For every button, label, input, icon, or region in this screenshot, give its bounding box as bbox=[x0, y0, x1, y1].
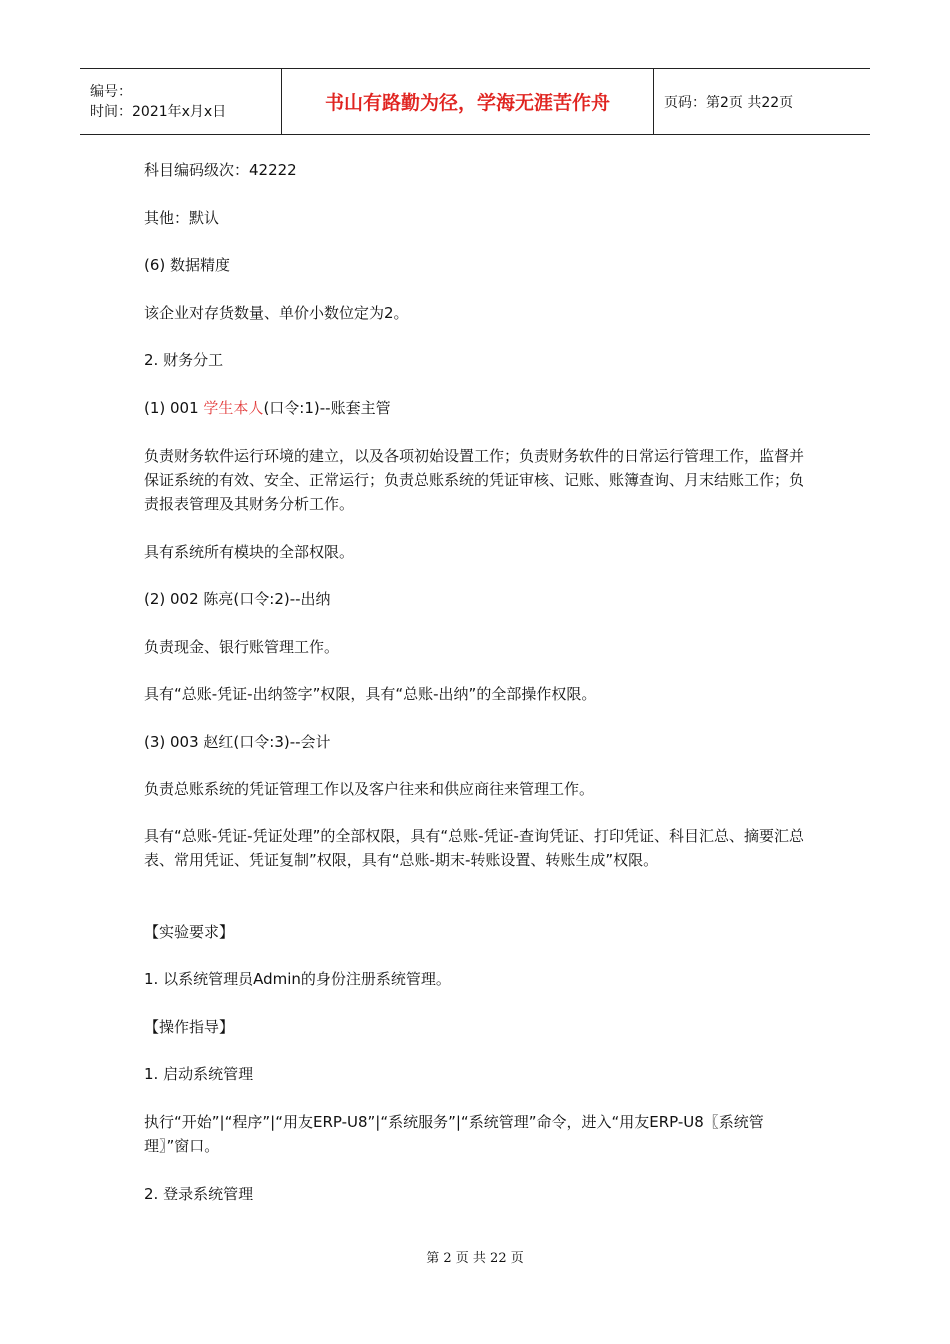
paragraph-step-1-detail: 执行“开始”|“程序”|“用友ERP-U8”|“系统服务”|“系统管理”命令，进入“用友ERP-U8〖系统管理〗”窗口。 bbox=[144, 1113, 764, 1155]
header-motto: 书山有路勤为径，学海无涯苦作舟 bbox=[281, 69, 654, 134]
header-page-info: 页码：第2页 共22页 bbox=[664, 94, 794, 111]
paragraph-role-002-permissions: 具有“总账-凭证-出纳签字”权限，具有“总账-出纳”的全部操作权限。 bbox=[144, 685, 597, 703]
heading-operation-guide: 【操作指导】 bbox=[144, 1018, 235, 1036]
heading-finance-division: 2. 财务分工 bbox=[144, 351, 224, 369]
role-001-number: (1) 001 bbox=[144, 399, 204, 417]
paragraph-step-1-heading: 1. 启动系统管理 bbox=[144, 1065, 254, 1083]
paragraph-role-001-duties: 负责财务软件运行环境的建立，以及各项初始设置工作；负责财务软件的日常运行管理工作，监督并保证系统的有效、安全、正常运行；负责总账系统的凭证审核、记账、账簿查询、月末结账工作；负责报表管理及其财务分析工作。 bbox=[144, 447, 805, 513]
paragraph-other-default: 其他：默认 bbox=[144, 209, 220, 227]
paragraph-role-003-permissions: 具有“总账-凭证-凭证处理”的全部权限，具有“总账-凭证-查询凭证、打印凭证、科目汇总、摘要汇总表、常用凭证、凭证复制”权限，具有“总账-期末-转账设置、转账生成”权限。 bbox=[144, 827, 804, 869]
paragraph-precision-detail: 该企业对存货数量、单价小数位定为2。 bbox=[144, 304, 409, 322]
paragraph-requirement-1: 1. 以系统管理员Admin的身份注册系统管理。 bbox=[144, 970, 451, 988]
role-001-name: 学生本人 bbox=[203, 399, 264, 417]
paragraph-subject-code-levels: 科目编码级次：42222 bbox=[144, 161, 297, 179]
paragraph-role-002-duties: 负责现金、银行账管理工作。 bbox=[144, 638, 340, 656]
heading-experiment-requirements: 【实验要求】 bbox=[144, 923, 235, 941]
paragraph-step-2-heading: 2. 登录系统管理 bbox=[144, 1185, 254, 1203]
paragraph-role-001-permissions: 具有系统所有模块的全部权限。 bbox=[144, 543, 355, 561]
paragraph-role-003-duties: 负责总账系统的凭证管理工作以及客户往来和供应商往来管理工作。 bbox=[144, 780, 595, 798]
paragraph-role-001 bbox=[144, 396, 804, 420]
paragraph-data-precision-heading: (6) 数据精度 bbox=[144, 256, 231, 274]
header-left-cell bbox=[80, 69, 281, 134]
page-footer: 第 2 页 共 22 页 bbox=[426, 1251, 524, 1266]
page-header bbox=[80, 68, 870, 135]
document-time-label: 时间：2021年x月x日 bbox=[90, 103, 227, 120]
document-number-label: 编号： bbox=[90, 83, 132, 100]
paragraph-role-003: (3) 003 赵红(口令:3)--会计 bbox=[144, 733, 331, 751]
paragraph-role-002: (2) 002 陈亮(口令:2)--出纳 bbox=[144, 590, 331, 608]
role-001-detail: (口令:1)--账套主管 bbox=[263, 399, 391, 417]
